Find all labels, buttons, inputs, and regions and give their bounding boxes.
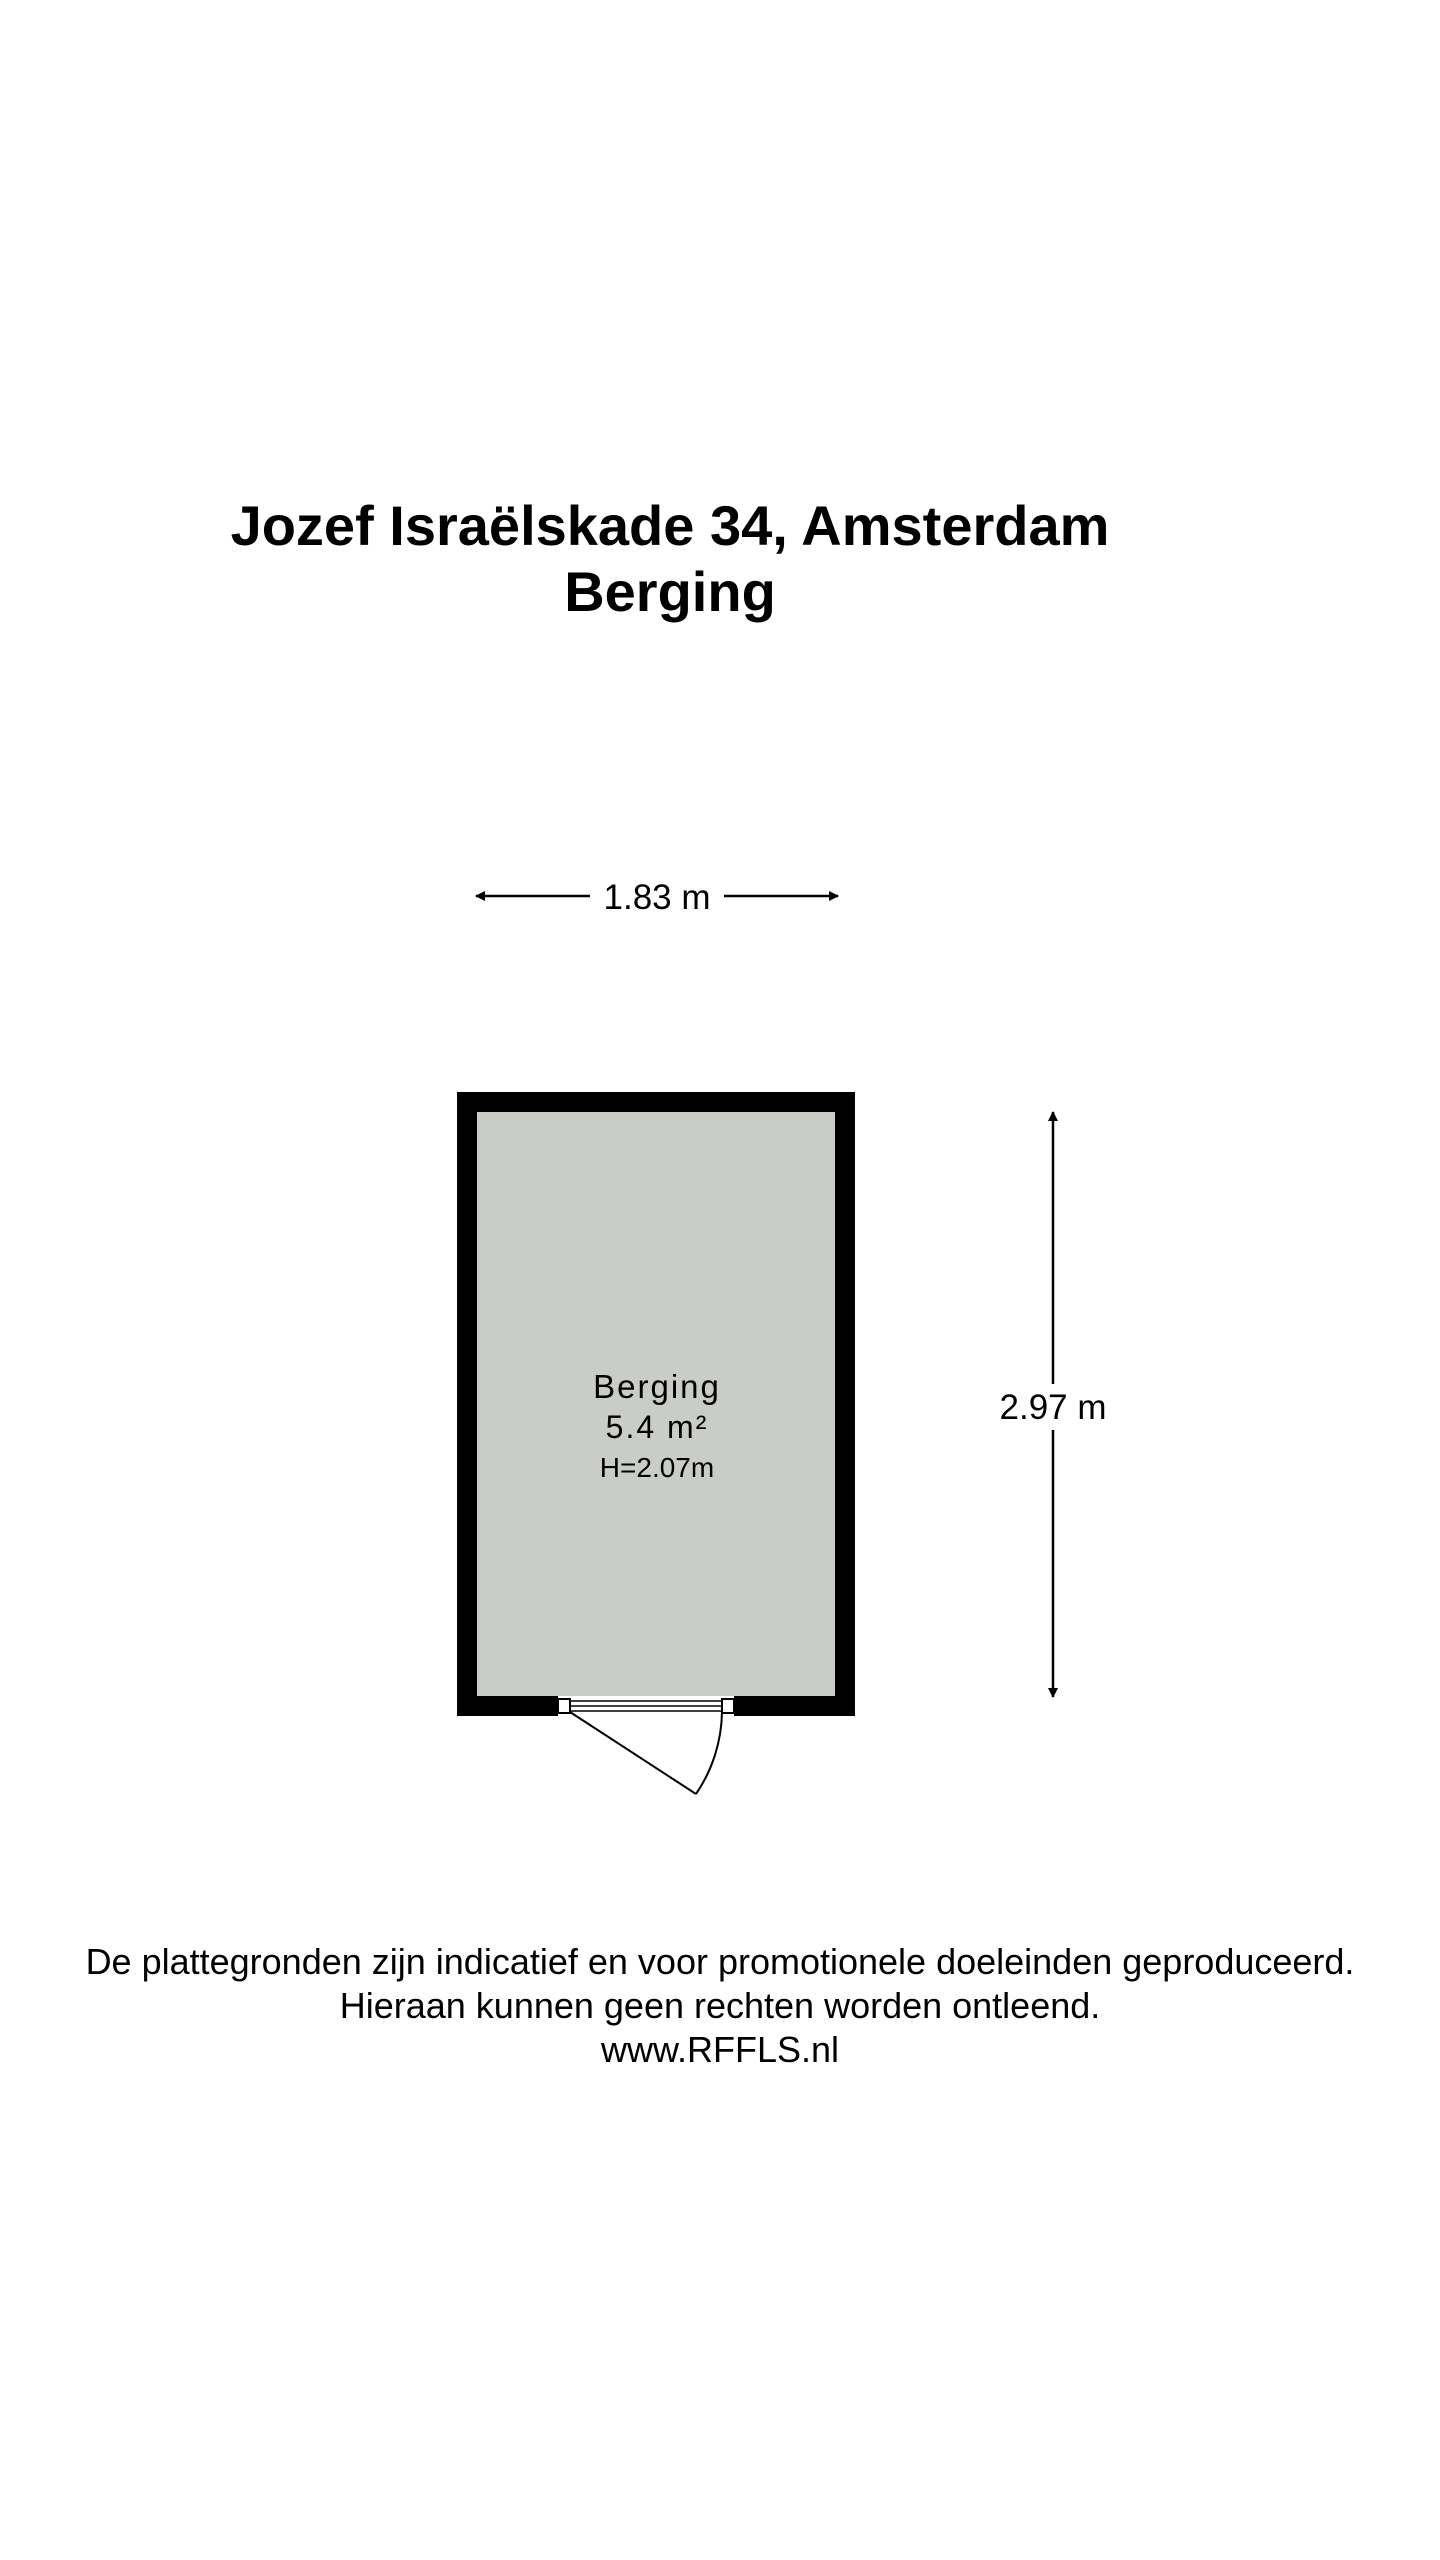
door-jamb-right: [722, 1699, 734, 1713]
depth-dimension: [990, 1112, 1115, 1697]
address-title: Jozef Israëlskade 34, Amsterdam: [230, 494, 1110, 557]
room-area: 5.4 m²: [605, 1409, 709, 1445]
door-leaf: [570, 1712, 696, 1794]
door-swing-arc: [696, 1712, 722, 1794]
width-label: 1.83 m: [603, 878, 711, 917]
disclaimer-line1: De plattegronden zijn indicatief en voor promotionele doeleinden geproduceerd.: [85, 1941, 1355, 1982]
room-name: Berging: [593, 1368, 721, 1405]
depth-label: 2.97 m: [999, 1388, 1107, 1427]
floor-title: Berging: [564, 560, 776, 623]
room-height: H=2.07m: [599, 1452, 715, 1483]
room-berging: [457, 1092, 855, 1794]
door-jamb-left: [558, 1699, 570, 1713]
website-link[interactable]: www.RFFLS.nl: [600, 2029, 840, 2070]
width-dimension: [476, 878, 838, 917]
disclaimer-line2: Hieraan kunnen geen rechten worden ontleend.: [339, 1985, 1101, 2026]
